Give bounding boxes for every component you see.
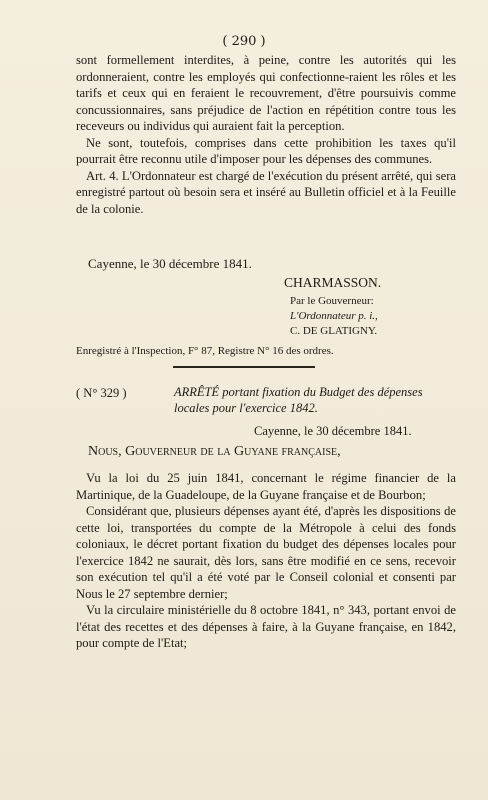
first-date: Cayenne, le 30 décembre 1841. <box>88 256 252 271</box>
paragraph-circulaire: Vu la circulaire ministérielle du 8 octobre 1841, n° 343, portant envoi de l'état des recettes et des dépenses à faire, à la Guyane française, en 1842, pour compte de l'Etat; <box>76 603 456 650</box>
section-divider <box>173 366 315 368</box>
par-le-gouverneur: Par le Gouverneur: <box>290 295 374 307</box>
paragraph-considerant: Considérant que, plusieurs dépenses ayant été, d'après les dispositions de cette loi, transportées du compte de la Métropole à celui des fonds coloniaux, le décret portant fixation du budget des dépenses locales pour l'exercice 1842 ne saurait, dès lors, sans être modifié en ce sens, recevoir son exécution tel qu'il a été voté par le Conseil colonial et consenti par Nous le 27 septembre dernier; <box>76 504 456 601</box>
signatory-glatigny: C. DE GLATIGNY. <box>290 325 378 337</box>
paragraph-loi: Vu la loi du 25 juin 1841, concernant le régime financier de la Martinique, de la Guadeloupe, de la Guyane française et de Bourbon; <box>76 471 456 502</box>
ordonnateur-title: L'Ordonnateur p. i., <box>290 310 378 322</box>
decree-title: ARRÊTÉ portant fixation du Budget des dépenses locales pour l'exercice 1842. <box>174 385 423 415</box>
decree-number: ( N° 329 ) <box>76 386 127 400</box>
paragraph-communes: Ne sont, toutefois, comprises dans cette prohibition les taxes qu'il pourrait être reconnu utile d'imposer pour les dépenses des communes. <box>76 135 456 166</box>
page-number: ( 290 ) <box>222 34 266 49</box>
paragraph-article-4: Art. 4. L'Ordonnateur est chargé de l'exécution du présent arrêté, qui sera enregistré partout où besoin sera et inséré au Bulletin officiel et à la Feuille de la colonie. <box>76 168 456 216</box>
signatory-charmasson: CHARMASSON. <box>284 275 382 290</box>
nous-opening: Nous, Gouverneur de la Guyane française, <box>88 444 341 459</box>
registration-note: Enregistré à l'Inspection, F° 87, Registre N° 16 des ordres. <box>76 345 334 357</box>
second-date: Cayenne, le 30 décembre 1841. <box>254 424 412 438</box>
paragraph-prohibition: sont formellement interdites, à peine, contre les autorités qui les ordonneraient, contre les employés qui confectionne-raient les rôles et les tarifs et ceux qui en feraient le recouvrement, d'être poursuivis comme concussionnaires, sans préjudice de l'action en répétition contre tous les receveurs ou individus qui auraient fait la perception. <box>76 53 456 133</box>
top-text-block <box>76 52 456 217</box>
bottom-text-block <box>76 470 456 652</box>
